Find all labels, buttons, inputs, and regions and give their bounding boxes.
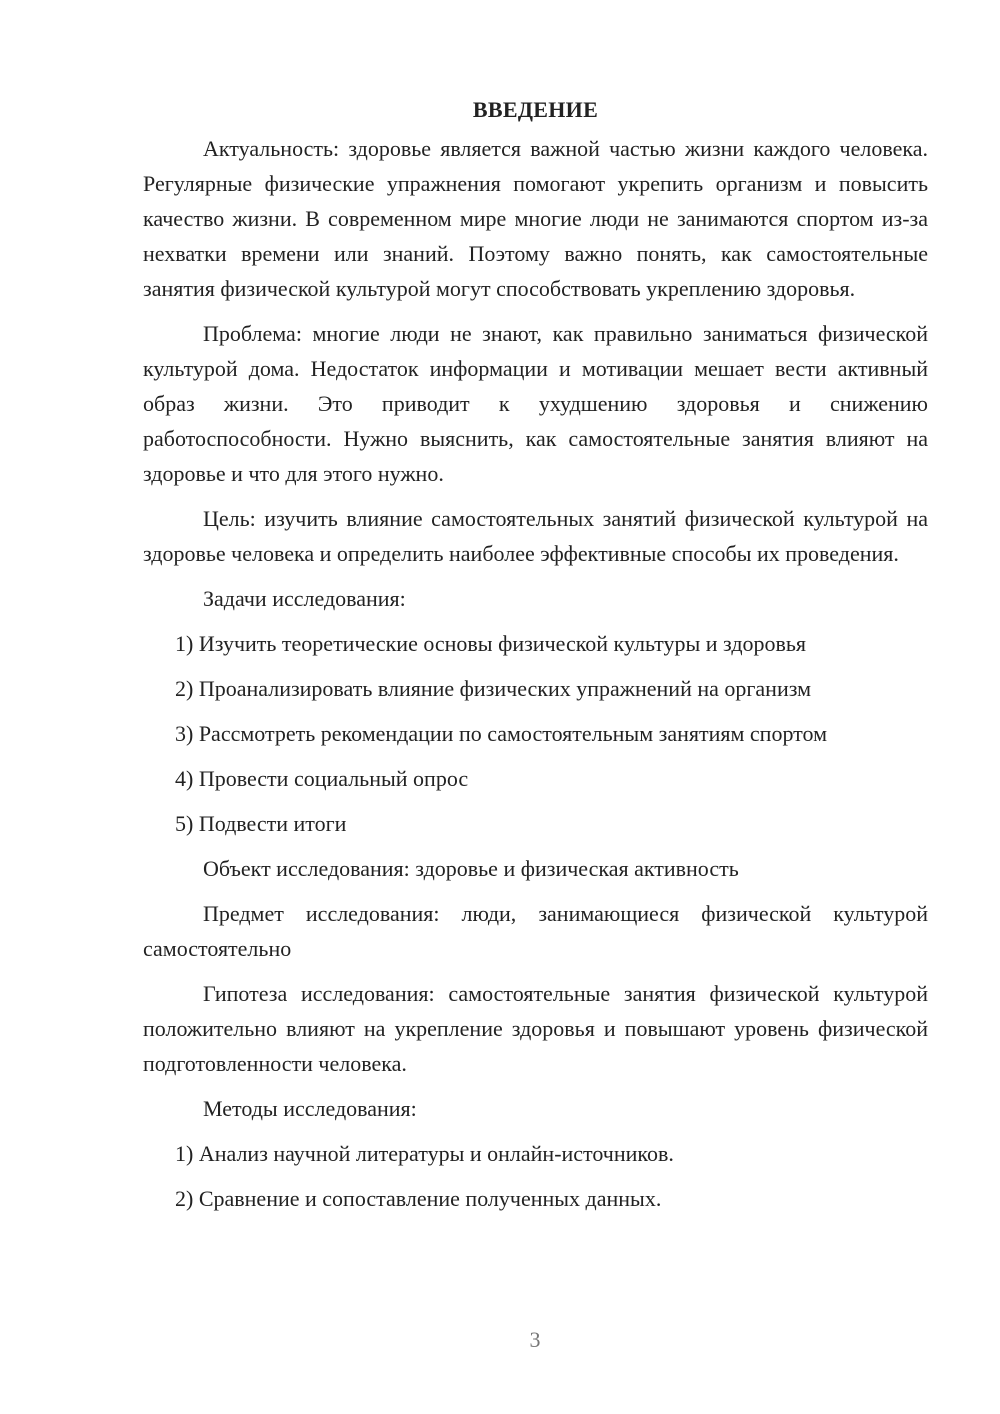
tasks-heading: Задачи исследования:: [203, 586, 406, 611]
method-item: 2) Сравнение и сопоставление полученных данных.: [175, 1186, 662, 1211]
task-item: 2) Проанализировать влияние физических упражнений на организм: [175, 676, 812, 701]
problem-paragraph: Проблема: многие люди не знают, как правильно заниматься физической культурой дома. Недостаток информации и мотивации мешает вести активный образ жизни. Это приводит к ухудшению здоровья и снижению работоспособности. Нужно выяснить, как самостоятельные занятия влияют на здоровье и что для этого нужно.: [143, 321, 928, 486]
page-content: [143, 92, 928, 1226]
relevance-paragraph: Актуальность: здоровье является важной частью жизни каждого человека. Регулярные физические упражнения помогают укрепить организм и повысить качество жизни. В современном мире многие люди не занимаются спортом из-за нехватки времени или знаний. Поэтому важно понять, как самостоятельные занятия физической культурой могут способствовать укреплению здоровья.: [143, 136, 928, 301]
method-item: 1) Анализ научной литературы и онлайн-источников.: [175, 1141, 674, 1166]
object-paragraph: Объект исследования: здоровье и физическая активность: [203, 856, 739, 881]
hypothesis-paragraph: Гипотеза исследования: самостоятельные занятия физической культурой положительно влияют на укрепление здоровья и повышают уровень физической подготовленности человека.: [143, 981, 928, 1076]
task-item: 5) Подвести итоги: [175, 811, 347, 836]
methods-list: [143, 1136, 928, 1216]
tasks-list: [143, 626, 928, 841]
goal-paragraph: Цель: изучить влияние самостоятельных занятий физической культурой на здоровье человека и определить наиболее эффективные способы их проведения.: [143, 506, 928, 566]
methods-heading: Методы исследования:: [203, 1096, 417, 1121]
task-item: 4) Провести социальный опрос: [175, 766, 469, 791]
task-item: 3) Рассмотреть рекомендации по самостоятельным занятиям спортом: [175, 721, 827, 746]
page-number: 3: [529, 1327, 541, 1352]
task-item: 1) Изучить теоретические основы физической культуры и здоровья: [175, 631, 807, 656]
subject-paragraph: Предмет исследования: люди, занимающиеся физической культурой самостоятельно: [143, 901, 928, 961]
section-title: ВВЕДЕНИЕ: [472, 97, 599, 122]
